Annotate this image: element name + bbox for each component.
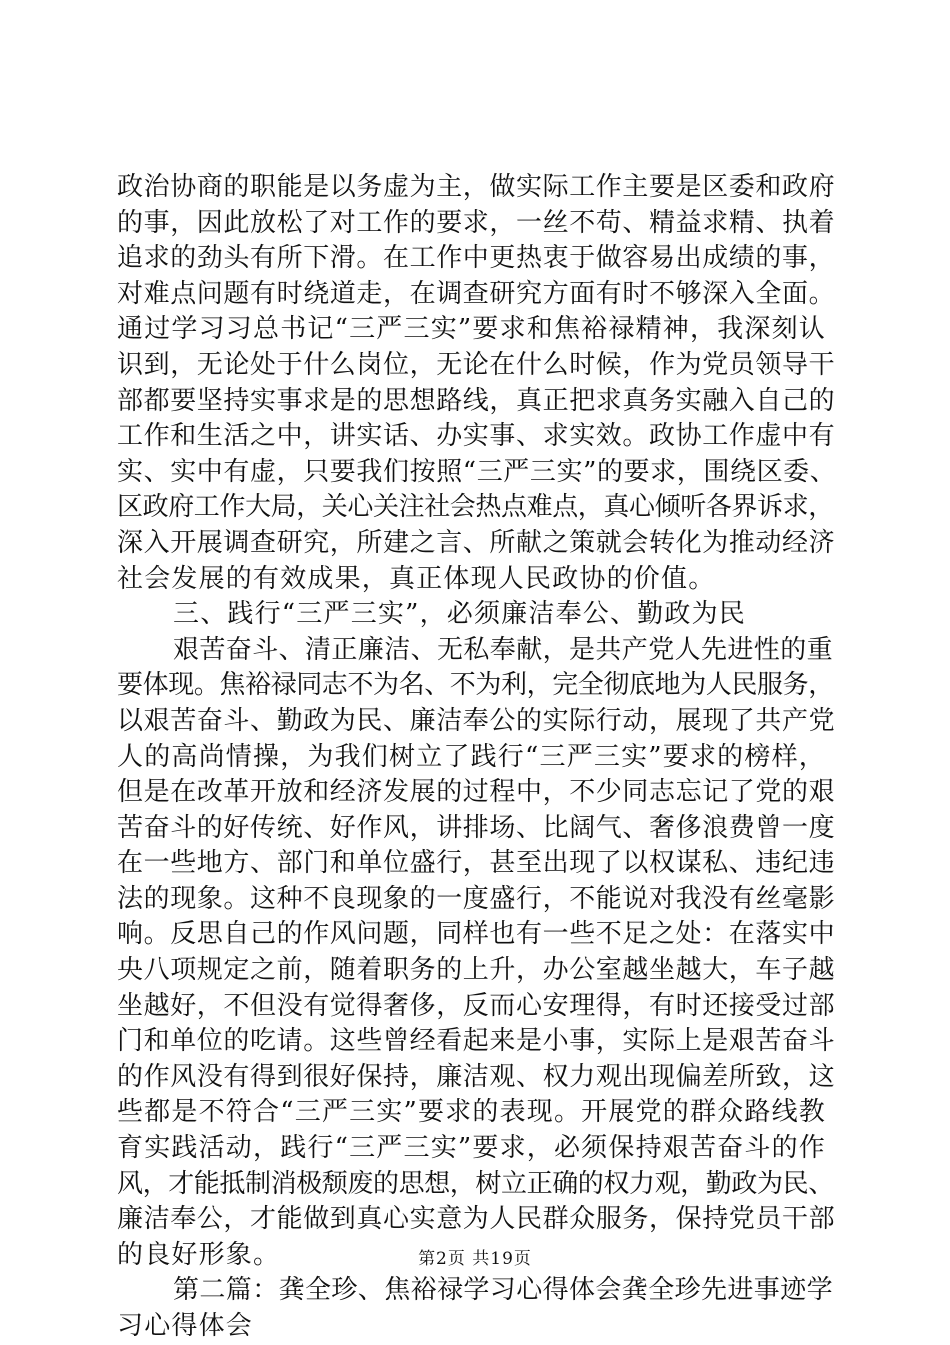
text-line: 工作和生活之中，讲实话、办实事、求实效。政协工作虚中有 [117,421,836,452]
text-line: 深入开展调查研究，所建之言、所献之策就会转化为推动经济 [117,527,836,558]
text-line: 廉洁奉公，才能做到真心实意为人民群众服务，保持党员干部 [117,1204,836,1235]
text-line: 但是在改革开放和经济发展的过程中，不少同志忘记了党的艰 [117,777,836,808]
page-number-footer: 第2页 共19页 [418,1249,532,1269]
text-line: 政治协商的职能是以务虚为主，做实际工作主要是区委和政府 [117,172,836,202]
chapter-heading: 第二篇：龚全珍、焦裕禄学习心得体会龚全珍先进事迹学 [173,1275,834,1306]
text-line: 法的现象。这种不良现象的一度盛行，不能说对我没有丝毫影 [117,883,836,914]
text-line: 坐越好，不但没有觉得奢侈，反而心安理得，有时还接受过部 [117,990,836,1021]
text-line: 央八项规定之前，随着职务的上升，办公室越坐越大，车子越 [117,955,836,986]
text-line: 些都是不符合“三严三实”要求的表现。开展党的群众路线教 [117,1097,826,1128]
text-line: 识到，无论处于什么岗位，无论在什么时候，作为党员领导干 [117,349,836,380]
text-line: 风，才能抵制消极颓废的思想，树立正确的权力观，勤政为民、 [117,1168,834,1199]
text-line: 通过学习习总书记“三严三实”要求和焦裕禄精神，我深刻认 [117,314,826,345]
text-line: 实、实中有虚，只要我们按照“三严三实”的要求，围绕区委、 [117,456,837,487]
text-line: 苦奋斗的好传统、好作风，讲排场、比阔气、奢侈浪费曾一度 [117,812,836,843]
text-line: 育实践活动，践行“三严三实”要求，必须保持艰苦奋斗的作 [117,1133,826,1164]
text-line: 习心得体会 [117,1311,254,1341]
text-line: 门和单位的吃请。这些曾经看起来是小事，实际上是艰苦奋斗 [117,1026,836,1057]
text-line: 社会发展的有效成果，真正体现人民政协的价值。 [117,563,716,594]
text-line: 追求的劲头有所下滑。在工作中更热衷于做容易出成绩的事， [117,243,836,274]
text-line: 部都要坚持实事求是的思想路线，真正把求真务实融入自己的 [117,385,836,416]
text-line: 的良好形象。 [117,1239,281,1270]
document-body [117,170,837,1345]
text-line: 以艰苦奋斗、勤政为民、廉洁奉公的实际行动，展现了共产党 [117,705,836,736]
text-line: 对难点问题有时绕道走，在调查研究方面有时不够深入全面。 [117,278,836,309]
text-line: 要体现。焦裕禄同志不为名、不为利，完全彻底地为人民服务， [117,670,834,701]
text-line: 区政府工作大局，关心关注社会热点难点，真心倾听各界诉求， [117,492,834,523]
paragraph-first-line: 艰苦奋斗、清正廉洁、无私奉献，是共产党人先进性的重 [173,634,834,665]
text-line: 人的高尚情操，为我们树立了践行“三严三实”要求的榜样， [117,741,826,772]
text-line: 的作风没有得到很好保持，廉洁观、权力观出现偏差所致，这 [117,1061,836,1092]
text-line: 在一些地方、部门和单位盛行，甚至出现了以权谋私、违纪违 [117,848,836,879]
text-line: 响。反思自己的作风问题，同样也有一些不足之处：在落实中 [117,919,836,950]
section-heading: 三、践行“三严三实”，必须廉洁奉公、勤政为民 [173,599,746,630]
text-line: 的事，因此放松了对工作的要求，一丝不苟、精益求精、执着 [117,207,836,238]
